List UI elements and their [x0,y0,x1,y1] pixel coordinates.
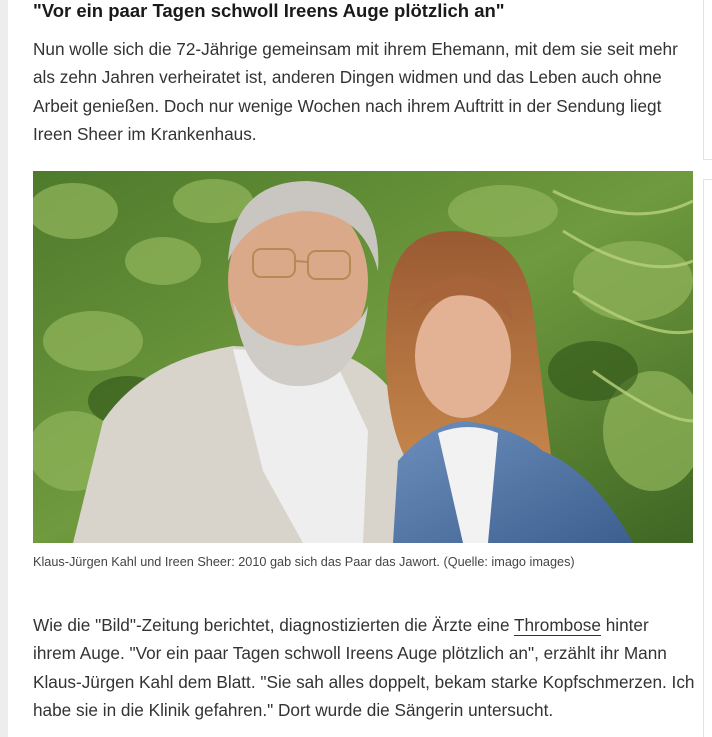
thrombose-link[interactable]: Thrombose [513,615,601,635]
right-column-box-top [703,0,712,160]
right-column-box-bottom [703,179,712,737]
photo-caption: Klaus-Jürgen Kahl und Ireen Sheer: 2010 gab sich das Paar das Jawort. (Quelle: imago images) [33,555,575,569]
couple-photo-illustration [33,171,693,543]
article-paragraph-2 [33,611,695,724]
article-photo[interactable] [33,171,693,543]
left-margin-bar [0,0,8,737]
article-paragraph: Nun wolle sich die 72-Jährige gemeinsam mit ihrem Ehemann, mit dem sie seit mehr als zehn Jahren verheiratet ist, anderen Dingen widmen und das Leben auch ohne Arbeit genießen. Doch nur wenige Wochen nach ihrem Auftritt in der Sendung liegt Ireen Sheer im Krankenhaus. [33,39,678,144]
article-subheading: "Vor ein paar Tagen schwoll Ireens Auge plötzlich an" [33,0,505,21]
paragraph-text-end: hinter ihrem Auge. "Vor ein paar Tagen schwoll Ireens Auge plötzlich an", erzählt ihr Mann Klaus-Jürgen Kahl dem Blatt. "Sie sah alles doppelt, bekam starke Kopfschmerzen. Ich habe sie in die Klinik gefahren." Dort wurde die Sängerin untersucht. [33,615,695,720]
paragraph-text-start: Wie die "Bild"-Zeitung berichtet, diagnostizierten die Ärzte eine [33,615,514,635]
